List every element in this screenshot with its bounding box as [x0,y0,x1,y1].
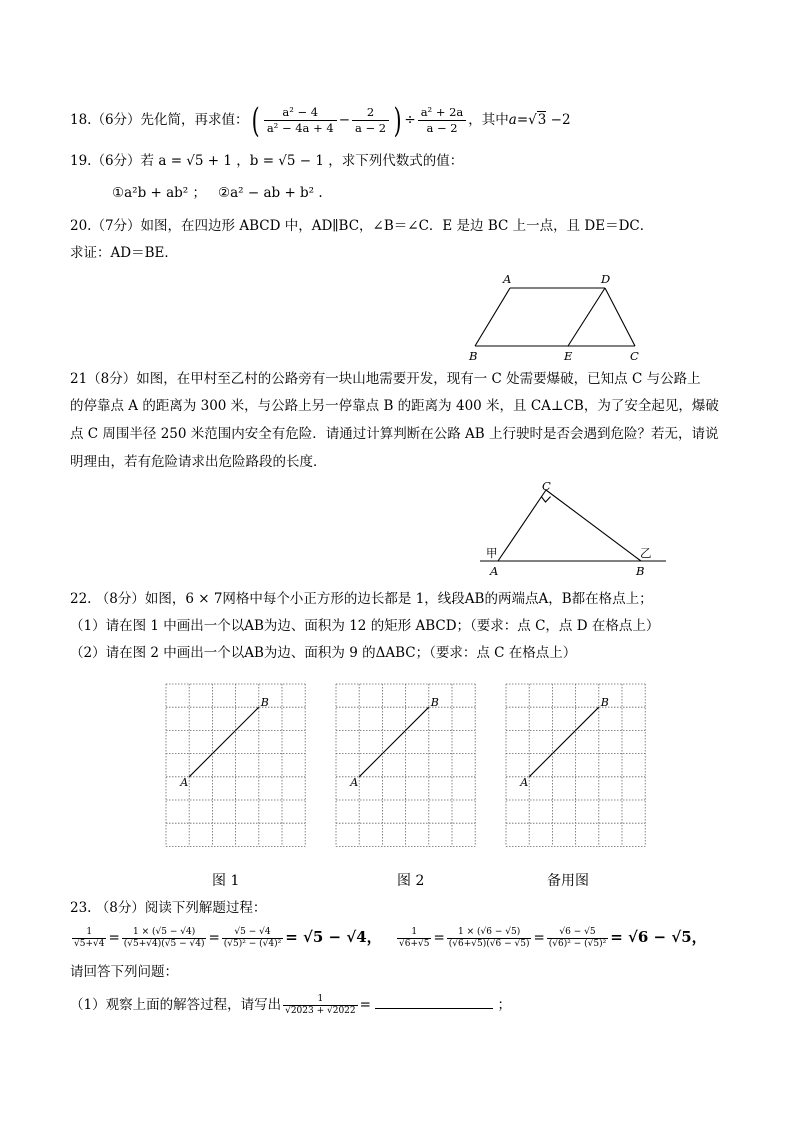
grid-figure-2 [336,684,475,846]
fraction-numerator: a² + 2a [418,105,467,121]
fraction-numerator: 1 [283,994,358,1006]
q18-condition-label: ，其中 [468,112,509,128]
segment-ca [498,490,546,561]
fraction-denominator: (√5+√4)(√5 − √4) [123,939,205,949]
fraction-denominator: a − 2 [426,121,458,135]
q21-line-3: 点 C 周围半径 250 米范围内安全有危险．请通过计算判断在公路 AB 上行驶时是否会遇到危险？若无，请说 [70,426,719,442]
fraction-numerator: 1 [72,927,106,939]
q21-figure [476,478,672,578]
q18-variable: a [508,112,517,128]
q18-fraction-2 [352,105,389,136]
fraction-denominator: √6+√5 [399,939,430,949]
q18-prefix: 18.（6分）先化简，再求值： [70,112,249,128]
fraction-numerator: √5 − √4 [222,927,283,939]
q23-part-1-fraction [283,994,358,1017]
fraction-numerator: 2 [352,105,389,121]
question-18 [70,100,571,140]
segment-cb [546,490,641,561]
caption-figure-1: 图 1 [212,873,240,889]
q18-value-prefix: =√ [516,112,537,128]
label-a: A [520,775,529,789]
q20-statement: 20.（7分）如图，在四边形 ABCD 中，AD∥BC，∠B＝∠C．E 是边 BC 上一点，且 DE＝DC． [70,218,654,234]
label-d: D [601,272,611,286]
q23-part-1 [70,988,511,1022]
grid-figure-1 [166,684,305,846]
q18-radicand: 3 [537,112,547,128]
label-e: E [564,349,573,363]
q23-statement: 23. （8分）阅读下列解题过程： [70,900,267,916]
fraction-denominator: √5+√4 [74,939,105,949]
right-paren: ) [393,100,402,141]
fraction-numerator: 1 [397,927,431,939]
eq1-result: = √5 − √4， [285,928,382,946]
q21-line-1: 21（8分）如图，在甲村至乙村的公路旁有一块山地需要开发，现有一 C 处需要爆破，已知点 C 与公路上 [70,371,701,387]
q19-item-2: ②a² − ab + b² . [218,185,323,201]
q23-part-1-text: （1）观察上面的解答过程，请写出 [70,997,282,1013]
segment-de [568,288,605,346]
q21-line-2: 的停靠点 A 的距离为 300 米，与公路上另一停靠点 B 的距离为 400 米，且 CA⊥CB，为了安全起见，爆破 [70,398,719,414]
left-paren: ( [251,100,260,141]
eq2-result: = √6 − √5， [610,928,707,946]
caption-backup-figure: 备用图 [547,873,589,889]
label-b: B [260,696,269,710]
q20-prove: 求证：AD＝BE． [70,245,178,261]
label-c: C [542,479,551,493]
label-yi: 乙 [640,546,652,560]
minus-sign: − [338,112,350,128]
q22-part-1: （1）请在图 1 中画出一个以AB为边、面积为 12 的矩形 ABCD；（要求：点 C，点 D 在格点上） [70,618,660,634]
q18-value-suffix: −2 [546,112,571,128]
answer-blank[interactable] [375,996,493,1009]
q18-fraction-1 [264,105,337,136]
equals-sign: = [359,997,371,1013]
label-a: A [350,775,359,789]
q18-fraction-3 [418,105,467,136]
segment-ab [189,707,259,777]
segment-ab [359,707,429,777]
fraction-numerator: √6 − √5 [547,927,608,939]
segment-dc [605,288,635,346]
eq2-fraction-c [547,927,608,950]
eq1-fraction-c [222,927,283,950]
label-a: A [180,775,189,789]
fraction-numerator: 1 × (√5 − √4) [122,927,207,939]
q23-example-1: $\frac{1}{√5+√4}$ = $\frac{1 \times (√5 - √4)}{(√5+√4)(√5 - √4)}$ = $\frac{√5 - √4}{\text{(√5)² − (√4)²}}$ = √5 − √4， [74,927,382,949]
label-c: C [630,349,639,363]
q22-grids [160,678,660,853]
q19-statement: 19.（6分）若 a = √5 + 1 ，b = √5 − 1 ，求下列代数式的值： [70,153,464,169]
right-angle-mark [541,496,550,502]
q20-figure [460,268,650,364]
q22-part-2: （2）请在图 2 中画出一个以AB为边、面积为 9 的ΔABC；（要求：点 C 在格点上） [70,645,577,661]
divide-sign: ÷ [404,112,416,128]
q22-statement: 22. （8分）如图，6 × 7网格中每个小正方形的边长都是 1，线段AB的两端点A，B都在格点上； [70,591,653,607]
segment-ab [475,288,510,346]
label-a: A [503,272,512,286]
label-a: A [490,564,499,578]
fraction-numerator: a² − 4 [264,105,337,121]
eq1-fraction-b [122,927,207,950]
label-b: B [469,349,478,363]
q19-item-1: ①a²b + ab² ； [112,185,206,201]
label-b: B [430,696,439,710]
fraction-denominator: (√6)² − (√5)² [548,939,607,949]
caption-figure-2: 图 2 [397,873,425,889]
fraction-denominator: √2023 + √2022 [285,1006,356,1016]
q23-part-1-end: ； [497,997,512,1013]
eq1-fraction-a [72,927,106,950]
fraction-denominator: (√5)² − (√4)² [223,939,282,949]
q21-line-4: 明理由，若有危险请求出危险路段的长度． [70,454,327,470]
segment-ab [529,707,599,777]
q23-prompt: 请回答下列问题： [70,964,178,980]
grid-figure-3 [506,684,645,846]
eq2-fraction-a [397,927,431,950]
eq2-fraction-b [447,927,532,950]
label-b: B [636,564,645,578]
fraction-numerator: 1 × (√6 − √5) [447,927,532,939]
fraction-denominator: a − 2 [355,121,387,135]
q23-example-2: $\frac{1}{√6+√5}$ = $\frac{1 \times (√6 - √5)}{(√6+√5)(√6 - √5)}$ = $\frac{√6 - √5}{\text{(√6)² − (√5)²}}$ = √6 − √5， [399,927,707,949]
fraction-denominator: (√6+√5)(√6 − √5) [448,939,530,949]
fraction-denominator: a² − 4a + 4 [266,121,334,135]
label-b: B [600,696,609,710]
label-jia: 甲 [486,546,498,560]
